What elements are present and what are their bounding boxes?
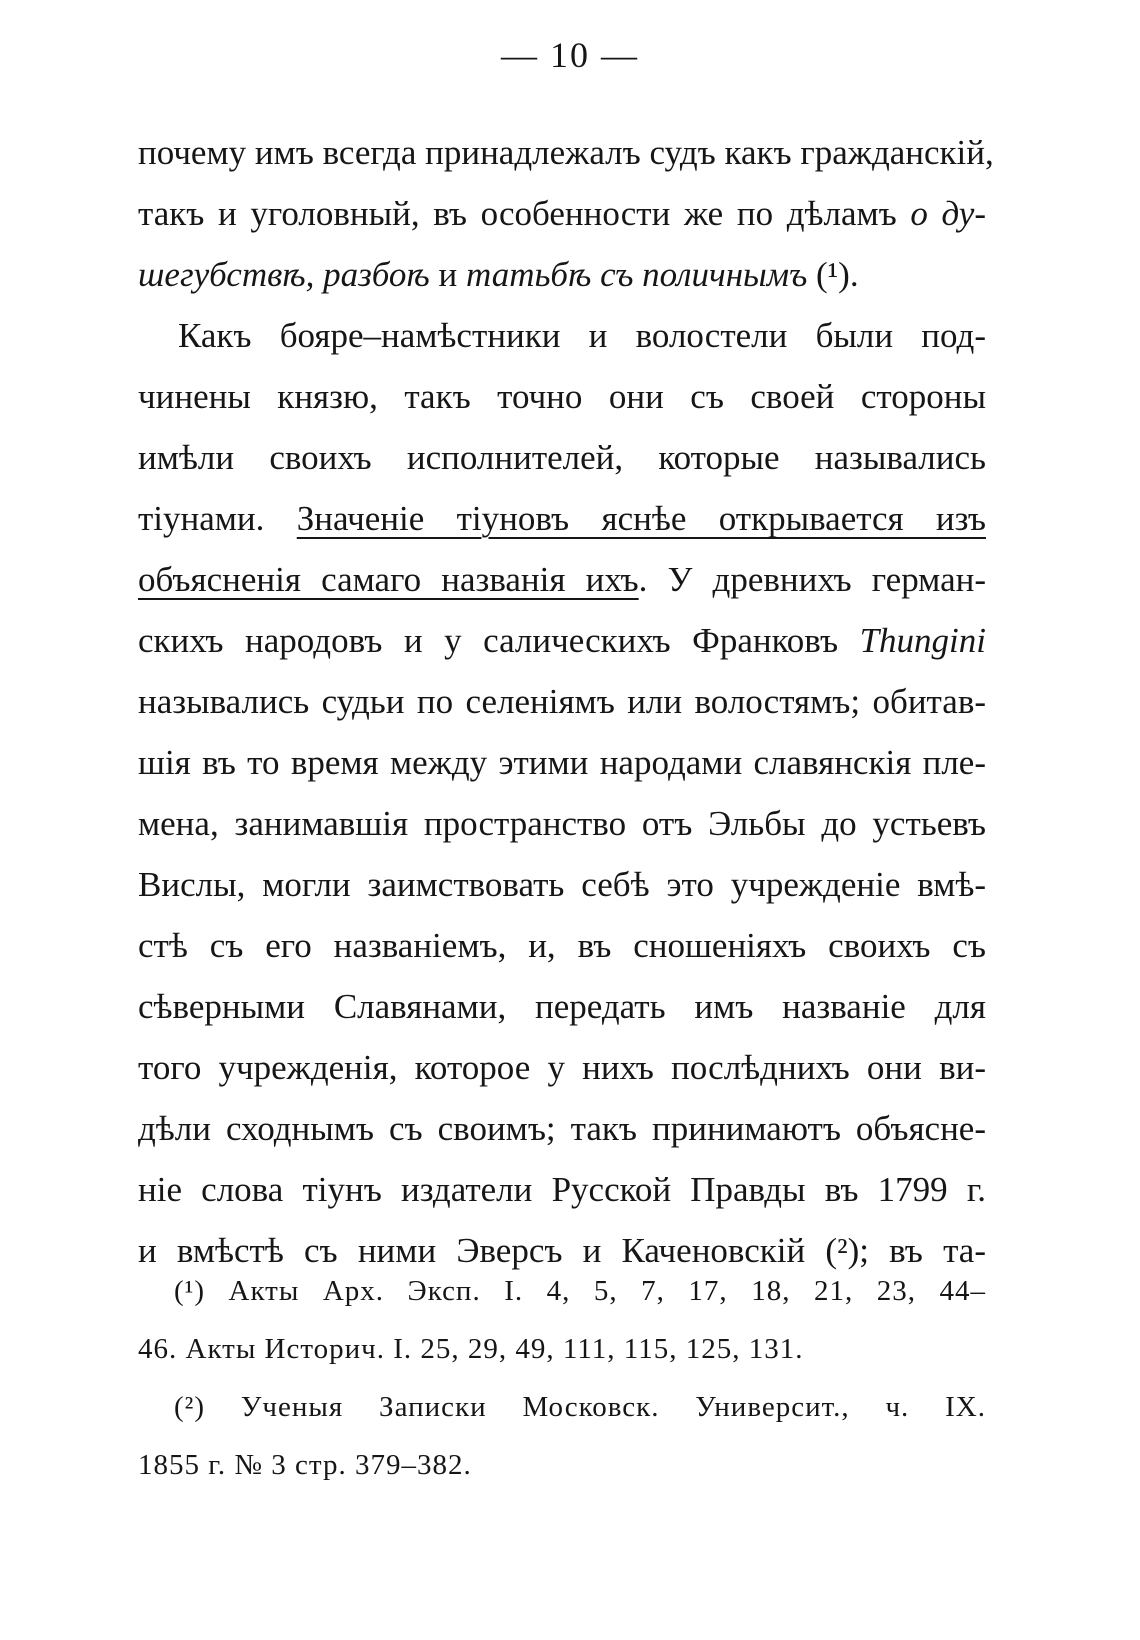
text-line-10	[138, 671, 986, 732]
text-run: стѣ съ его названіемъ, и, въ сношеніяхъ своихъ съ	[138, 926, 986, 965]
underlined-run: Значеніе тіуновъ яснѣе открывается изъ	[296, 499, 986, 538]
text-run: Вислы, могли заимствовать себѣ это учрежденіе вмѣ-	[138, 865, 986, 904]
text-run: . У древнихъ герман-	[638, 560, 987, 599]
text-line-6	[138, 427, 986, 488]
text-line-4	[138, 305, 986, 366]
text-line-9	[138, 610, 986, 671]
text-line-1	[138, 122, 994, 183]
text-run: чинены князю, такъ точно они съ своей стороны	[138, 377, 986, 416]
text-run: почему имъ всегда принадлежалъ судъ какъ гражданскій,	[138, 133, 994, 172]
text-line-15	[138, 976, 986, 1037]
italic-run: Thungini	[859, 621, 986, 660]
footnote-1-line-2: 46. Акты Историч. I. 25, 29, 49, 111, 115, 125, 131.	[138, 1333, 804, 1365]
text-run: ніе слова тіунъ издатели Русской Правды въ 1799 г.	[138, 1170, 986, 1209]
text-line-12	[138, 793, 986, 854]
footnote-ref: (¹).	[807, 255, 859, 294]
body-text	[138, 122, 994, 1281]
text-run: такъ и уголовный, въ особенности же по дѣламъ	[138, 194, 911, 233]
text-run: назывались судьи по селеніямъ или волостямъ; обитав-	[138, 682, 986, 721]
italic-run: татьбѣ съ поличнымъ	[466, 255, 808, 294]
text-run: шія въ то время между этими народами славянскія пле-	[138, 743, 986, 782]
text-line-13	[138, 854, 986, 915]
text-run: того учрежденія, которое у нихъ послѣднихъ они ви-	[138, 1048, 986, 1087]
text-line-8	[138, 549, 986, 610]
text-run: дѣли сходнымъ съ своимъ; такъ принимаютъ объясне-	[138, 1109, 986, 1148]
italic-run: шегубствѣ, разбоѣ	[138, 255, 430, 294]
text-line-5	[138, 366, 986, 427]
footnote-2-line-1: (²) Ученыя Записки Московск. Университ., ч. IX.	[174, 1391, 986, 1423]
text-line-16	[138, 1037, 986, 1098]
underlined-run: объясненія самаго названія ихъ	[138, 560, 639, 599]
footnote-1-line-1: (¹) Акты Арх. Эксп. I. 4, 5, 7, 17, 18, 21, 23, 44–	[174, 1275, 986, 1307]
text-line-2	[138, 183, 986, 244]
text-run: сѣверными Славянами, передать имъ названіе для	[138, 987, 986, 1026]
page-number: — 10 —	[501, 35, 639, 75]
text-line-17	[138, 1098, 986, 1159]
footnote-2-line-2: 1855 г. № 3 стр. 379–382.	[138, 1449, 472, 1481]
text-line-18	[138, 1159, 986, 1220]
text-run: имѣли своихъ исполнителей, которые назывались	[138, 438, 986, 477]
text-run: скихъ народовъ и у салическихъ Франковъ	[138, 621, 860, 660]
text-run: и	[429, 255, 467, 294]
text-run: Какъ бояре–намѣстники и волостели были под-	[178, 316, 986, 355]
text-line-7	[138, 488, 986, 549]
text-line-11	[138, 732, 986, 793]
text-run: и вмѣстѣ съ ними Эверсъ и Каченовскій (²); въ та-	[138, 1231, 986, 1270]
text-line-3	[138, 244, 986, 305]
text-run: мена, занимавшія пространство отъ Эльбы до устьевъ	[138, 804, 986, 843]
footnotes	[138, 1262, 986, 1494]
text-run: тіунами.	[138, 499, 297, 538]
text-line-14	[138, 915, 986, 976]
italic-run: о ду-	[910, 194, 986, 233]
